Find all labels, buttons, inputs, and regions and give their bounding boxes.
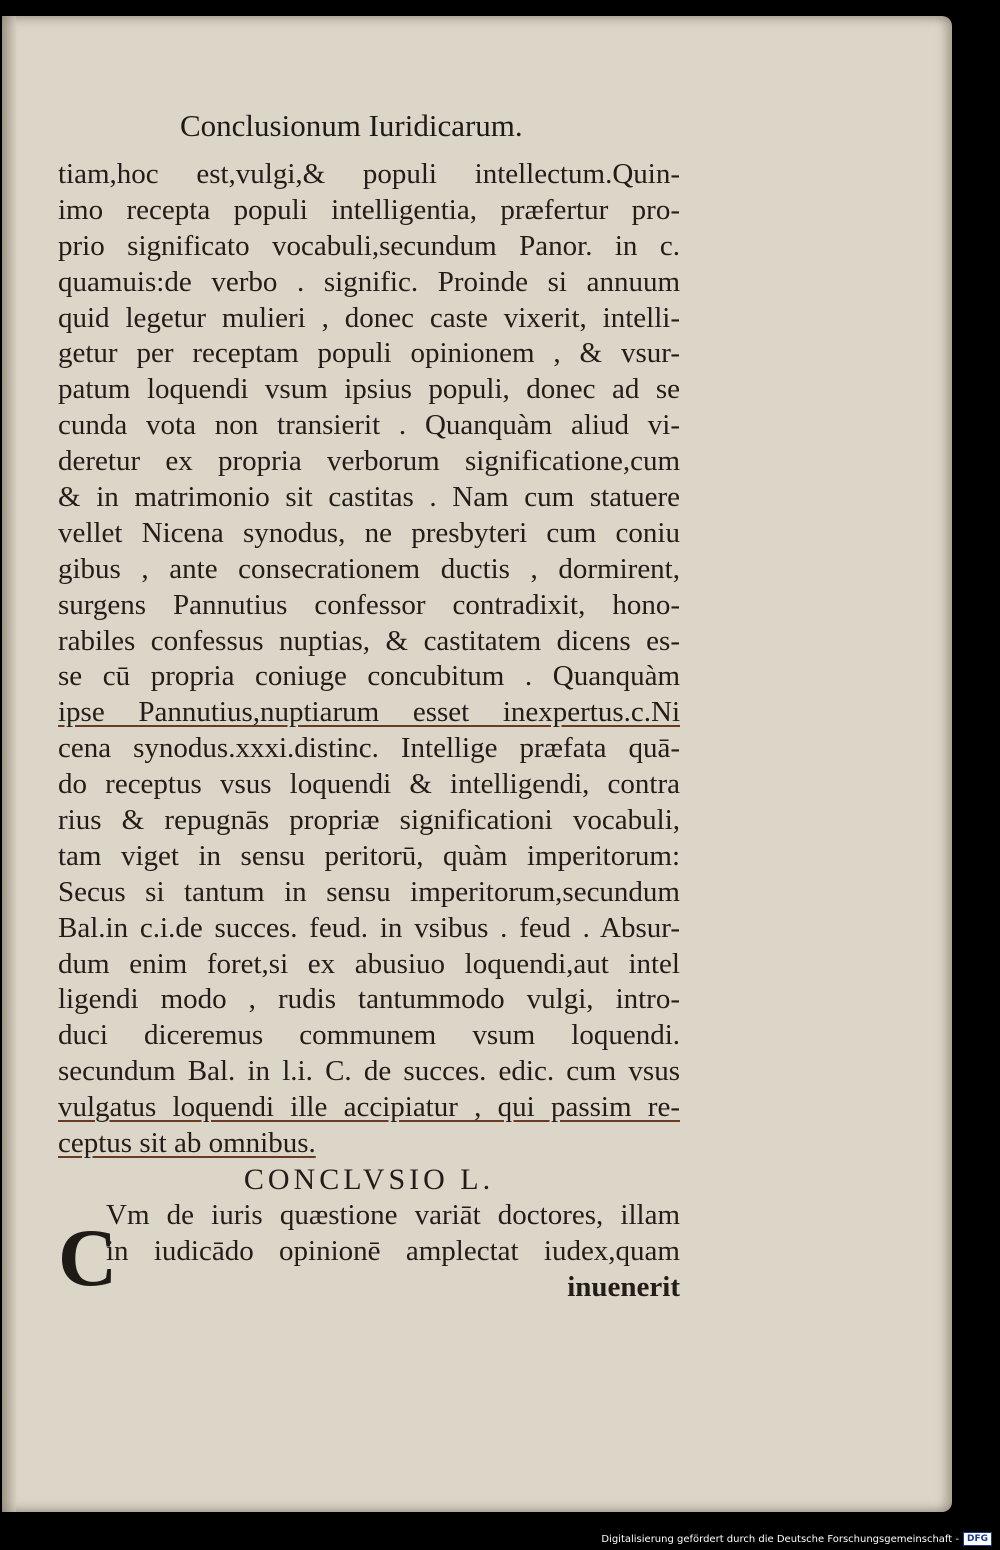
text-line: quamuis:de verbo . signific. Proinde si annuum: [58, 265, 680, 298]
text-line: rius & repugnās propriæ significationi vocabuli,: [58, 804, 680, 837]
text-line: cena synodus.xxxi.distinc. Intellige præfata quā-: [58, 732, 680, 765]
text-line: ligendi modo , rudis tantummodo vulgi, intro-: [58, 983, 680, 1016]
text-line: dum enim foret,si ex abusiuo loquendi,aut intel: [58, 947, 680, 980]
text-line: do receptus vsus loquendi & intelligendi, contra: [58, 768, 680, 801]
footer-credit: Digitalisierung gefördert durch die Deutsche Forschungsgemeinschaft -: [601, 1533, 959, 1545]
text-line-underlined: vulgatus loquendi ille accipiatur , qui passim re-: [58, 1091, 680, 1124]
text-line: tam viget in sensu peritorū, quàm imperitorum:: [58, 839, 680, 872]
text-line: Vm de iuris quæstione variāt doctores, illam: [106, 1198, 680, 1231]
text-line: quid legetur mulieri , donec caste vixerit, intelli-: [58, 301, 680, 334]
page-gutter-shadow: [2, 16, 16, 1512]
text-line: & in matrimonio sit castitas . Nam cum statuere: [58, 481, 680, 514]
conclusio-heading: CONCLVSIO L.: [243, 1162, 495, 1196]
text-line: rabiles confessus nuptias, & castitatem dicens es-: [58, 624, 680, 657]
text-line: Secus si tantum in sensu imperitorum,secundum: [58, 875, 680, 908]
catchword: inuenerit: [567, 1270, 680, 1303]
text-line: duci diceremus communem vsum loquendi.: [58, 1019, 680, 1052]
text-line: Bal.in c.i.de succes. feud. in vsibus . feud . Absur-: [58, 911, 680, 944]
text-line: deretur ex propria verborum significatione,cum: [58, 445, 680, 478]
text-line: surgens Pannutius confessor contradixit, hono-: [58, 588, 680, 621]
text-line: imo recepta populi intelligentia, præfertur pro-: [58, 193, 680, 226]
text-line: getur per receptam populi opinionem , & vsur-: [58, 337, 680, 370]
text-line: cunda vota non transierit . Quanquàm aliud vi-: [58, 409, 680, 442]
book-page: [2, 16, 952, 1512]
text-line: se cū propria coniuge concubitum . Quanquàm: [58, 660, 680, 693]
text-block: [58, 157, 680, 1306]
text-line: vellet Nicena synodus, ne presbyteri cum coniu: [58, 516, 680, 549]
text-line-underlined: ceptus sit ab omnibus.: [58, 1127, 316, 1160]
text-line-underlined: ipse Pannutius,nuptiarum esset inexpertus.c.Ni: [58, 696, 680, 729]
running-head: Conclusionum Iuridicarum.: [180, 108, 523, 143]
text-line: patum loquendi vsum ipsius populi, donec ad se: [58, 373, 680, 406]
text-line: gibus , ante consecrationem ductis , dormirent,: [58, 552, 680, 585]
dfg-logo: DFG: [963, 1532, 992, 1546]
text-line: prio significato vocabuli,secundum Panor. in c.: [58, 229, 680, 262]
text-line: in iudicādo opinionē amplectat iudex,quam: [106, 1234, 680, 1267]
text-line: tiam,hoc est,vulgi,& populi intellectum.Quin-: [58, 158, 680, 190]
drop-capital: C: [58, 1212, 118, 1303]
text-line: secundum Bal. in l.i. C. de succes. edic. cum vsus: [58, 1055, 680, 1088]
digitization-footer: [601, 1532, 992, 1546]
